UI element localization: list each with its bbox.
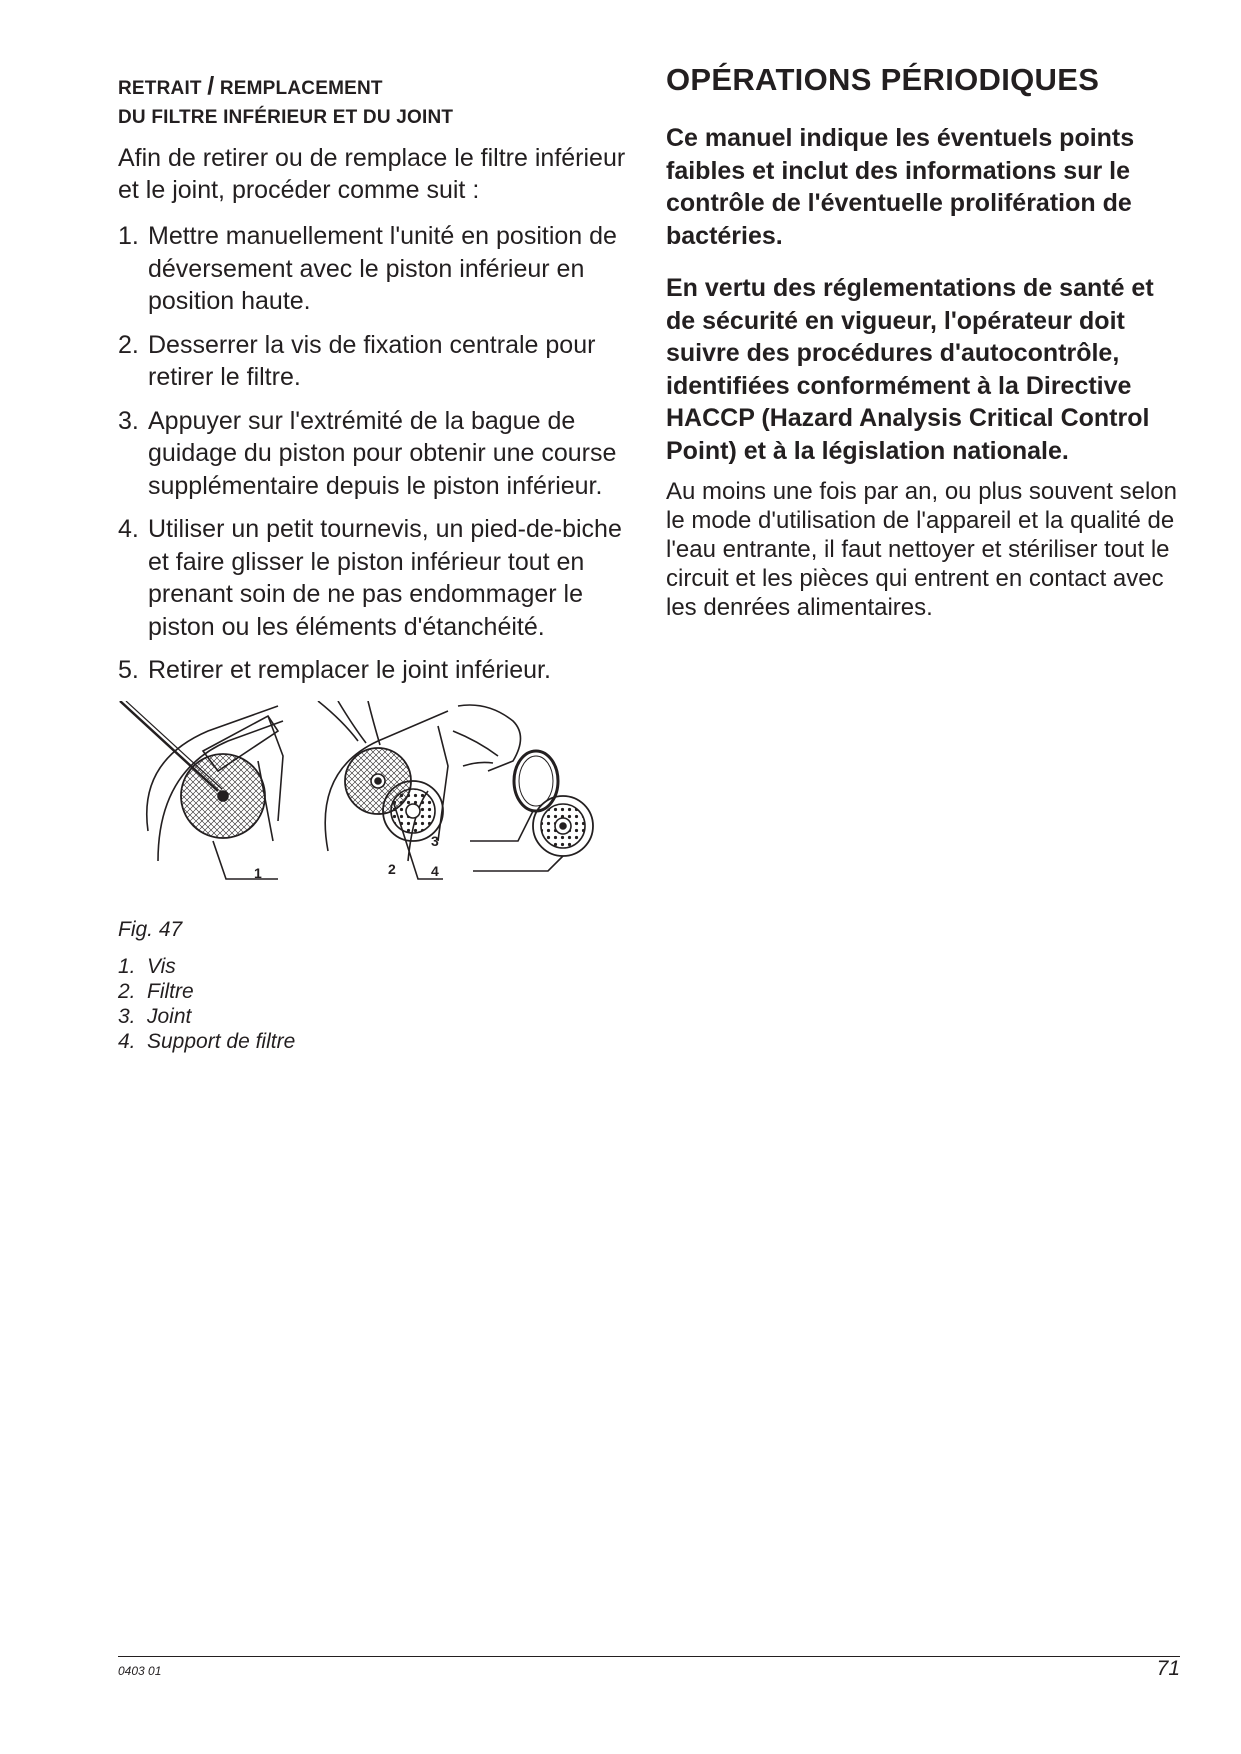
left-column	[118, 72, 638, 1054]
right-column	[666, 62, 1186, 622]
legend-item	[118, 1004, 638, 1029]
legend-number: 1.	[118, 954, 136, 978]
legend-item	[118, 979, 638, 1004]
legend-number: 2.	[118, 979, 136, 1003]
step-text: Appuyer sur l'extrémité de la bague de guidage du piston pour obtenir une course supplémentaire depuis le piston inférieur.	[148, 406, 617, 500]
step-text: Desserrer la vis de fixation centrale pour retirer le filtre.	[148, 330, 596, 391]
step-item	[118, 220, 638, 318]
heading-word-retrait: RETRAIT	[118, 78, 202, 99]
procedure-steps	[118, 220, 638, 687]
callout-3: 3	[431, 832, 439, 849]
figure-caption: Fig. 47	[118, 917, 183, 941]
legend-number: 4.	[118, 1029, 136, 1053]
panel-2-filter	[318, 701, 448, 879]
heading-word-remplacement: REMPLACEMENT	[219, 78, 383, 99]
callout-2: 2	[388, 860, 396, 877]
step-number: 3.	[118, 406, 139, 435]
step-number: 1.	[118, 222, 139, 250]
figure-47-illustration	[118, 701, 638, 906]
section-heading	[118, 72, 638, 132]
legend-number: 3.	[118, 1004, 136, 1028]
legend-item	[118, 1029, 638, 1054]
figure-legend	[118, 954, 638, 1054]
callout-1: 1	[254, 864, 262, 881]
callout-4: 4	[431, 862, 439, 879]
step-item	[118, 329, 638, 394]
bold-paragraph-1: Ce manuel indique les éventuels points faibles et inclut des informations sur le contrôle de l'éventuelle prolifération de bactéries.	[666, 124, 1135, 250]
body-paragraph: Au moins une fois par an, ou plus souvent selon le mode d'utilisation de l'appareil et la qualité de l'eau entrante, il faut nettoyer et stériliser tout le circuit et les pièces qui entrent en contact avec les denrées alimentaires.	[666, 478, 1177, 621]
panel-1-screw	[120, 701, 283, 879]
step-number: 2.	[118, 330, 139, 359]
legend-label: Support de filtre	[147, 1029, 296, 1053]
step-number: 5.	[118, 656, 139, 684]
legend-label: Joint	[147, 1004, 192, 1028]
page-title: OPÉRATIONS PÉRIODIQUES	[666, 62, 1100, 97]
panel-3-joint	[453, 705, 593, 871]
bold-paragraph-2: En vertu des réglementations de santé et de sécurité en vigueur, l'opérateur doit suivre des procédures d'autocontrôle, identifiées conformément à la Directive HACCP (Hazard Analysis Critical Control Point) et à la législation nationale.	[666, 274, 1154, 465]
legend-item	[118, 954, 638, 979]
step-number: 4.	[118, 515, 139, 543]
footer-divider	[118, 1656, 1180, 1657]
legend-label: Filtre	[147, 979, 194, 1003]
step-text: Mettre manuellement l'unité en position de déversement avec le piston inférieur en position haute.	[148, 222, 617, 315]
heading-line-2: DU FILTRE INFÉRIEUR ET DU JOINT	[118, 107, 454, 128]
heading-slash: /	[207, 72, 215, 100]
step-text: Retirer et remplacer le joint inférieur.	[148, 656, 551, 684]
step-item	[118, 405, 638, 503]
page-number: 71	[1156, 1657, 1180, 1680]
legend-label: Vis	[147, 954, 176, 978]
step-text: Utiliser un petit tournevis, un pied-de-biche et faire glisser le piston inférieur tout en prenant soin de ne pas endommager le piston ou les éléments d'étanchéité.	[148, 515, 622, 641]
filter-removal-drawing	[118, 701, 638, 906]
intro-paragraph: Afin de retirer ou de remplace le filtre inférieur et le joint, procéder comme suit :	[118, 144, 626, 204]
step-item	[118, 654, 638, 687]
step-item	[118, 513, 638, 643]
footer-code: 0403 01	[118, 1664, 162, 1678]
